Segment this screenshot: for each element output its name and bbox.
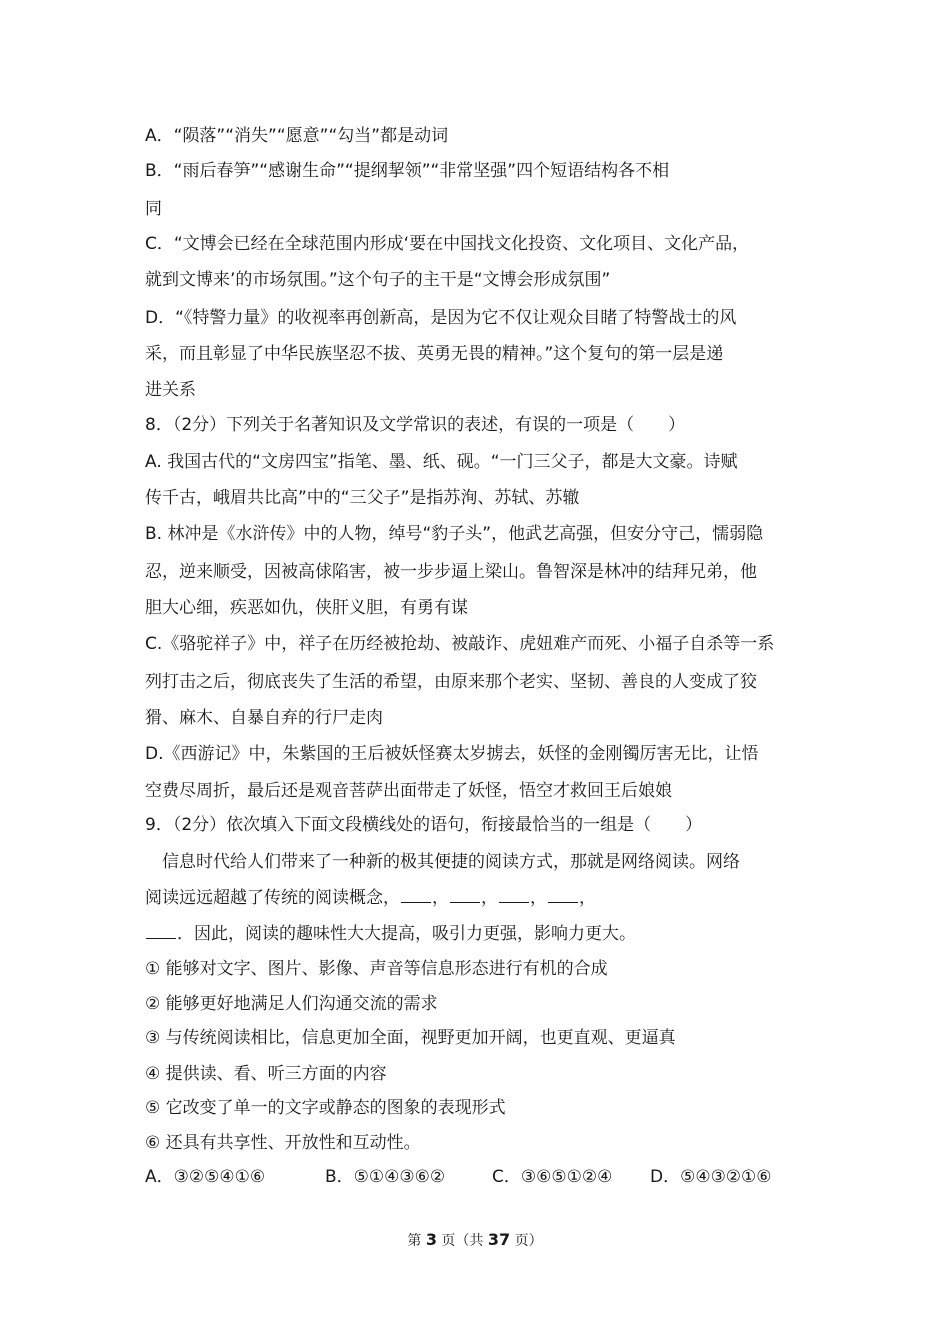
q7-option-c-line1: C．“文博会已经在全球范围内形成‘要在中国找文化投资、文化项目、文化产品， [145,234,750,254]
q8-option-c-line3: 猾、麻木、自暴自弃的行尸走肉 [145,708,383,728]
q7-option-b-line2: 同 [145,199,162,219]
q8-option-a-line1: A. 我国古代的“文房四宝”指笔、墨、纸、砚。“一门三父子，都是大文豪。诗赋 [145,452,738,472]
q8-option-b-line2: 忍，逆来顺受，因被高俅陷害，被一步步逼上梁山。鲁智深是林冲的结拜兄弟，他 [145,562,757,582]
q8-option-a-line2: 传千古，峨眉共比高”中的“三父子”是指苏洵、苏轼、苏辙 [145,488,580,508]
q8-option-c-line1: C.《骆驼祥子》中，祥子在历经被抢劫、被敲诈、虎妞难产而死、小福子自杀等一系 [145,634,775,654]
comma: ， [481,888,498,908]
q9-option-d: D．⑤④③②①⑥ [650,1167,772,1187]
current-page-number: 3 [425,1230,437,1249]
q8-option-b-line1: B. 林冲是《水浒传》中的人物，绰号“豹子头”，他武艺高强，但安分守己，懦弱隐 [145,524,764,544]
q8-option-c-line2: 列打击之后，彻底丧失了生活的希望，由原来那个老实、坚韧、善良的人变成了狡 [145,672,757,692]
q9-passage-line2 [145,886,596,910]
q9-item-1: ① 能够对文字、图片、影像、声音等信息形态进行有机的合成 [145,959,608,979]
q9-answer-options [145,1165,772,1189]
q9-item-2: ② 能够更好地满足人们沟通交流的需求 [145,994,438,1014]
q9-item-3: ③ 与传统阅读相比，信息更加全面，视野更加开阔，也更直观、更逼真 [145,1028,676,1048]
q9-item-6: ⑥ 还具有共享性、开放性和互动性。 [145,1133,421,1153]
comma: ， [530,888,547,908]
q9-passage-line3 [145,922,636,946]
q9-item-5: ⑤ 它改变了单一的文字或静态的图象的表现形式 [145,1098,506,1118]
q8-stem: 8．（2分）下列关于名著知识及文学常识的表述，有误的一项是（ ） [145,415,686,435]
fill-blank-3 [499,888,529,903]
q7-option-d-line1: D．“《特警力量》的收视率再创新高，是因为它不仅让观众目睹了特警战士的风 [145,308,737,328]
q9-option-a: A．③②⑤④①⑥ [145,1167,266,1187]
footer-suffix: 页） [510,1233,543,1249]
q7-option-b-line1: B．“雨后春笋”“感谢生命”“提纲挈领”“非常坚强”四个短语结构各不相 [145,161,670,181]
q9-passage-line3-text: ．因此，阅读的趣味性大大提高，吸引力更强，影响力更大。 [177,924,636,944]
q9-passage-line2-text: 阅读远远超越了传统的阅读概念， [145,888,400,908]
q7-option-d-line2: 采，而且彰显了中华民族坚忍不拔、英勇无畏的精神。”这个复句的第一层是递 [145,344,724,364]
q9-option-b: B．⑤①④③⑥② [325,1167,446,1187]
fill-blank-2 [450,888,480,903]
q9-stem: 9．（2分）依次填入下面文段横线处的语句，衔接最恰当的一组是（ ） [145,815,703,835]
footer-middle: 页（共 [436,1233,488,1249]
comma: ， [432,888,449,908]
page-footer [0,1230,950,1250]
q7-option-d-line3: 进关系 [145,380,196,400]
fill-blank-5 [146,924,176,939]
q8-option-d-line2: 空费尽周折，最后还是观音菩萨出面带走了妖怪，悟空才救回王后娘娘 [145,781,672,801]
q8-option-b-line3: 胆大心细，疾恶如仇，侠肝义胆，有勇有谋 [145,598,468,618]
q9-passage-line1: 信息时代给人们带来了一种新的极其便捷的阅读方式，那就是网络阅读。网络 [145,852,740,872]
comma: ， [579,888,596,908]
q9-option-c: C．③⑥⑤①②④ [492,1167,613,1187]
q7-option-a: A．“陨落”“消失”“愿意”“勾当”都是动词 [145,126,449,146]
q7-option-c-line2: 就到文博来’的市场氛围。”这个句子的主干是“文博会形成氛围” [145,270,611,290]
q9-item-4: ④ 提供读、看、听三方面的内容 [145,1064,387,1084]
total-page-count: 37 [487,1230,511,1249]
footer-prefix: 第 [407,1233,426,1249]
fill-blank-1 [401,888,431,903]
fill-blank-4 [548,888,578,903]
q8-option-d-line1: D.《西游记》中，朱紫国的王后被妖怪赛太岁掳去，妖怪的金刚镯厉害无比，让悟 [145,744,759,764]
